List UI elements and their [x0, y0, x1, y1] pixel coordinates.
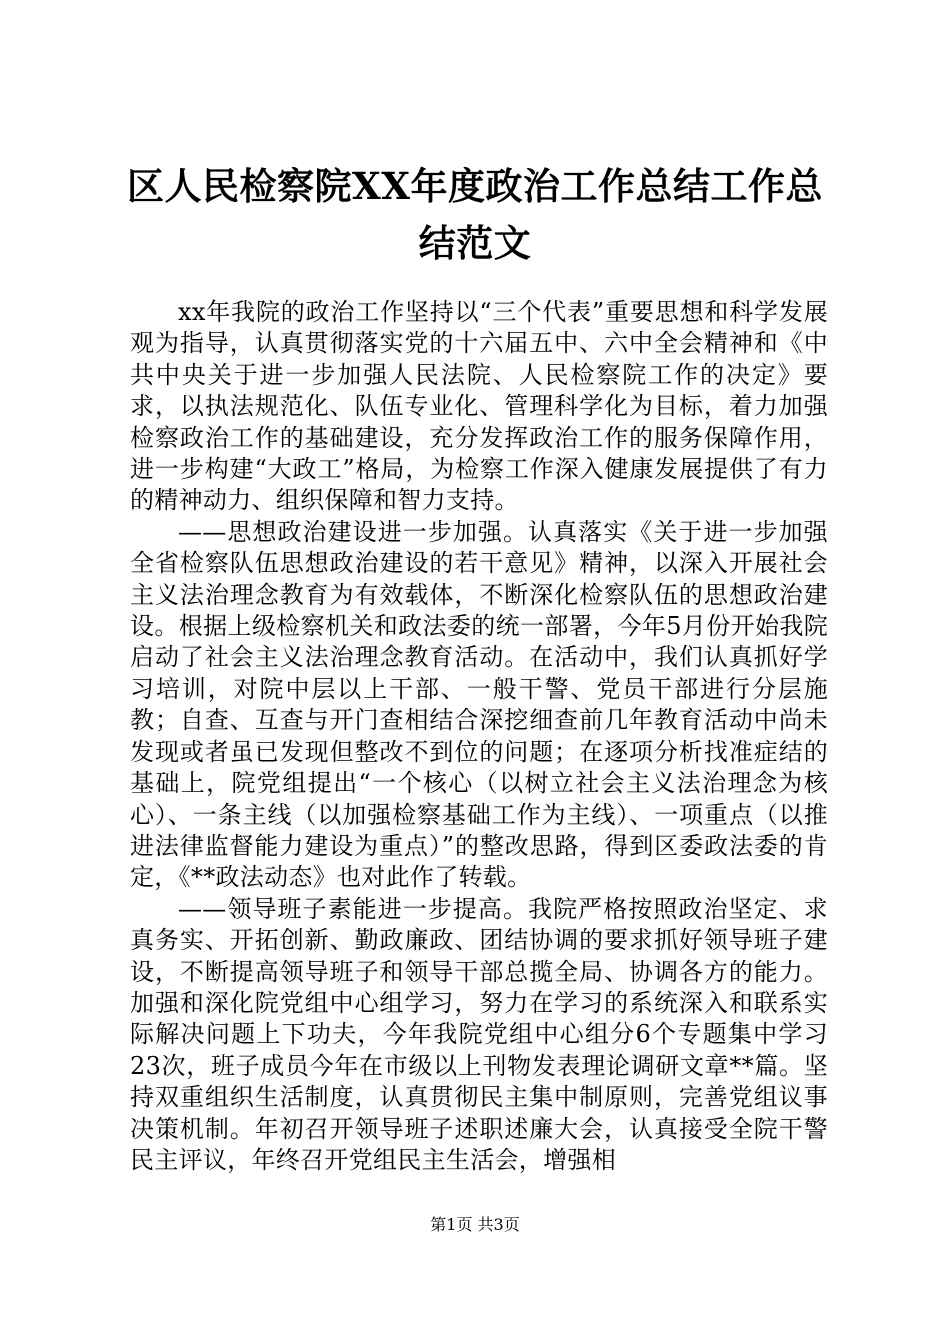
document-body [130, 297, 828, 1176]
page-number-footer: 第1页 共3页 [430, 1215, 520, 1234]
paragraph-leadership-team: ——领导班子素能进一步提高。我院严格按照政治坚定、求真务实、开拓创新、勤政廉政、团结协调的要求抓好领导班子建设，不断提高领导班子和领导干部总揽全局、协调各方的能力。加强和深化院党组中心组学习，努力在学习的系统深入和联系实际解决问题上下功夫，今年我院党组中心组分6个专题集中学习23次，班子成员今年在市级以上刊物发表理论调研文章**篇。坚持双重组织生活制度，认真贯彻民主集中制原则，完善党组议事决策机制。年初召开领导班子述职述廉大会，认真接受全院干警民主评议，年终召开党组民主生活会，增强相 [130, 894, 828, 1174]
document-title: 区人民检察院XX年度政治工作总结工作总结范文 [127, 164, 823, 265]
paragraph-ideological-building: ——思想政治建设进一步加强。认真落实《关于进一步加强全省检察队伍思想政治建设的若干意见》精神，以深入开展社会主义法治理念教育为有效载体，不断深化检察队伍的思想政治建设。根据上级检察机关和政法委的统一部署，今年5月份开始我院启动了社会主义法治理念教育活动。在活动中，我们认真抓好学习培训，对院中层以上干部、一般干警、党员干部进行分层施教；自查、互查与开门查相结合深挖细查前几年教育活动中尚未发现或者虽已发现但整改不到位的问题；在逐项分析找准症结的基础上，院党组提出“一个核心（以树立社会主义法治理念为核心）、一条主线（以加强检察基础工作为主线）、一项重点（以推进法律监督能力建设为重点）”的整改思路，得到区委政法委的肯定，《**政法动态》也对此作了转载。 [130, 517, 828, 892]
paragraph-intro: xx年我院的政治工作坚持以“三个代表”重要思想和科学发展观为指导，认真贯彻落实党的十六届五中、六中全会精神和《中共中央关于进一步加强人民法院、人民检察院工作的决定》要求，以执法规范化、队伍专业化、管理科学化为目标，着力加强检察政治工作的基础建设，充分发挥政治工作的服务保障作用，进一步构建“大政工”格局，为检察工作深入健康发展提供了有力的精神动力、组织保障和智力支持。 [130, 298, 828, 515]
